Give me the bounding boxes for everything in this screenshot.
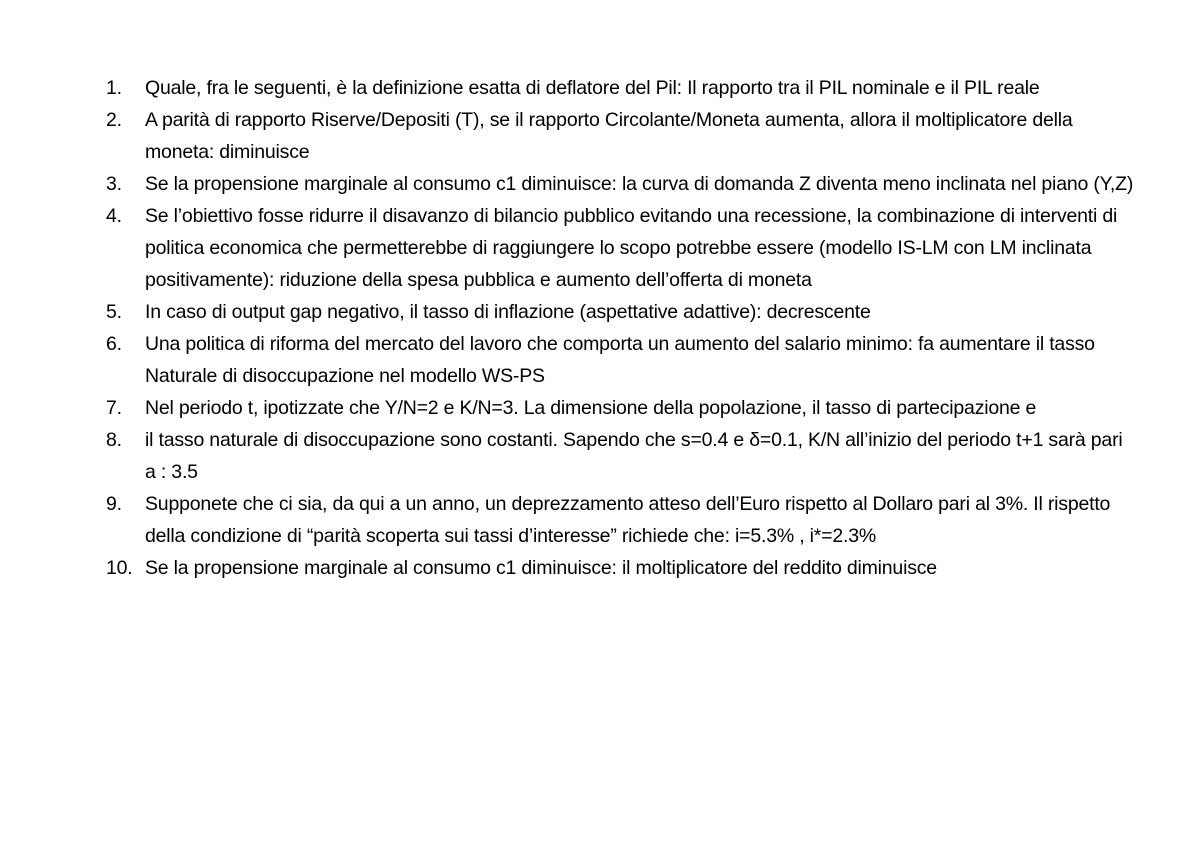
- list-item: [106, 392, 1136, 424]
- item-text: In caso di output gap negativo, il tasso di inflazione (aspettative adattive): decrescente: [145, 301, 871, 323]
- item-number: 10.: [106, 557, 133, 579]
- item-number: 4.: [106, 205, 122, 227]
- item-number: 5.: [106, 301, 122, 323]
- list-item: [106, 168, 1136, 200]
- item-text: Supponete che ci sia, da qui a un anno, un deprezzamento atteso dell’Euro rispetto al Dollaro pari al 3%. Il rispetto della condizione di “parità scoperta sui tassi d’interesse” richiede che: i=5.3% , i*=2.3%: [145, 493, 1111, 547]
- list-item: [106, 104, 1136, 168]
- item-text: Se la propensione marginale al consumo c1 diminuisce: la curva di domanda Z diventa meno inclinata nel piano (Y,Z): [145, 173, 1134, 195]
- item-text: A parità di rapporto Riserve/Depositi (T), se il rapporto Circolante/Moneta aumenta, allora il moltiplicatore della moneta: diminuisce: [145, 109, 1073, 163]
- list-item: [106, 72, 1136, 104]
- item-number: 8.: [106, 429, 122, 451]
- list-item: [106, 552, 1136, 584]
- item-number: 6.: [106, 333, 122, 355]
- item-number: 1.: [106, 77, 122, 99]
- item-text: Nel periodo t, ipotizzate che Y/N=2 e K/N=3. La dimensione della popolazione, il tasso di partecipazione e: [145, 397, 1037, 419]
- question-list: [106, 72, 1136, 584]
- item-number: 9.: [106, 493, 122, 515]
- item-text: Una politica di riforma del mercato del lavoro che comporta un aumento del salario minimo: fa aumentare il tasso Naturale di disoccupazione nel modello WS-PS: [145, 333, 1095, 387]
- item-text: il tasso naturale di disoccupazione sono costanti. Sapendo che s=0.4 e δ=0.1, K/N all’inizio del periodo t+1 sarà pari a : 3.5: [145, 429, 1123, 483]
- item-text: Quale, fra le seguenti, è la definizione esatta di deflatore del Pil: Il rapporto tra il PIL nominale e il PIL reale: [145, 77, 1040, 99]
- item-number: 3.: [106, 173, 122, 195]
- item-text: Se l’obiettivo fosse ridurre il disavanzo di bilancio pubblico evitando una recessione, la combinazione di interventi di politica economica che permetterebbe di raggiungere lo scopo potrebbe essere (modello IS-LM con LM inclinata positivamente): riduzione della spesa pubblica e aumento dell’offerta di moneta: [145, 205, 1118, 291]
- list-item: [106, 200, 1136, 296]
- item-number: 2.: [106, 109, 122, 131]
- list-item: [106, 424, 1136, 488]
- list-item: [106, 328, 1136, 392]
- list-item: [106, 488, 1136, 552]
- list-item: [106, 296, 1136, 328]
- item-number: 7.: [106, 397, 122, 419]
- item-text: Se la propensione marginale al consumo c1 diminuisce: il moltiplicatore del reddito diminuisce: [145, 557, 937, 579]
